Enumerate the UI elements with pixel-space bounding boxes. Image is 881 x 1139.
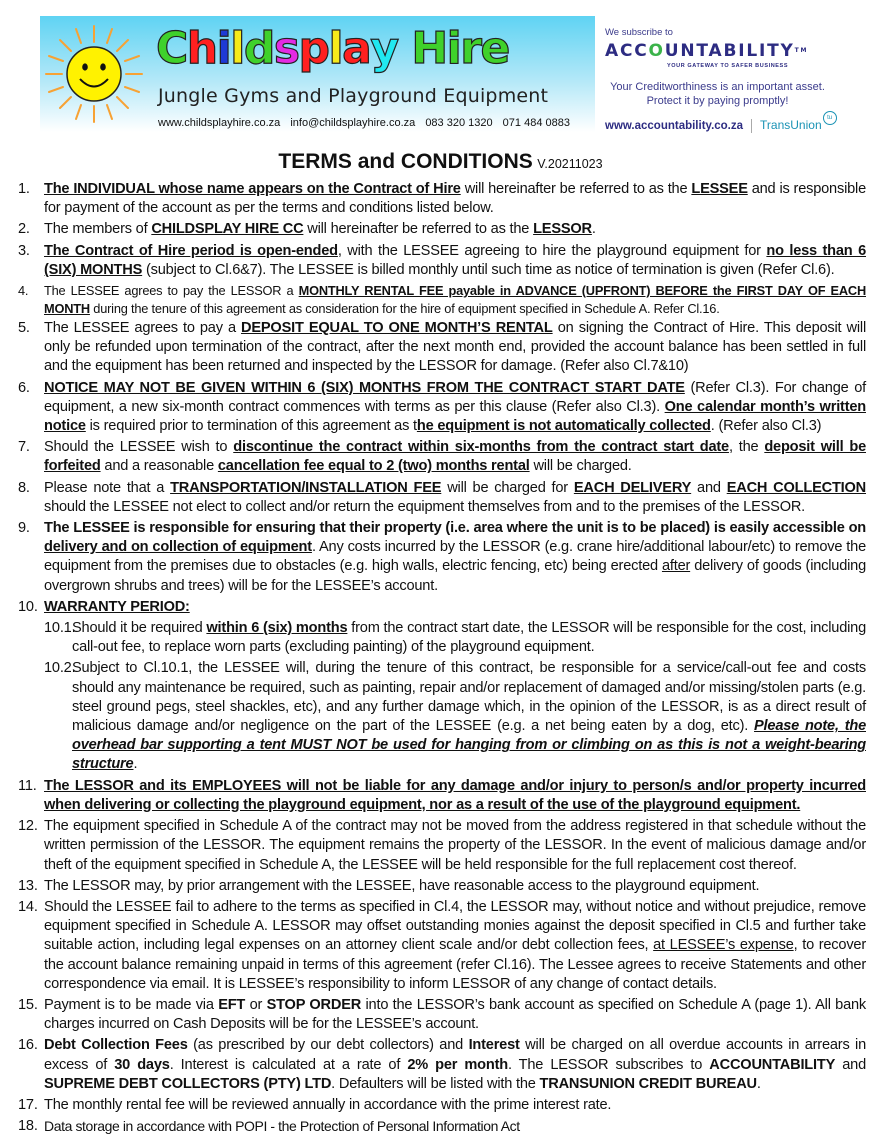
clause-number: 17. [18,1096,38,1113]
clause-text: Please note, the overhead bar supporting a tent MUST NOT be used for hanging from or climbing on as this is not a weight-bearing structure [72,718,866,773]
clause-text: will be charged. [529,458,632,475]
clause-text: will hereinafter be referred to as the [303,221,534,238]
clause-text: during the tenure of this agreement as consideration for the hire of equipment specified in Schedule A. Refer Cl.16. [89,300,720,316]
clause-5 [18,319,866,377]
clause-text: EFT [218,996,246,1013]
clause-10-1 [18,619,866,657]
brand-letter: y [370,23,398,74]
contact-line [158,116,577,130]
clause-text: EACH DELIVERY [573,479,692,496]
accountability-footer [605,117,875,134]
clause-text: EACH COLLECTION [726,479,867,496]
clause-text: delivery of goods (including overgrown shrubs and trees) will be for the LESSEE’s account. [44,558,867,594]
clause-text: The Contract of Hire period is open-ended [44,242,338,259]
clause-number: 10.2. [44,660,76,677]
brand-letter: s [273,23,299,74]
clause-list [18,180,866,1139]
clause-text: no less than 6 (SIX) MONTHS [44,242,866,278]
clause-number: 6. [18,379,30,396]
clause-number: 15. [18,996,38,1013]
clause-text: The members of [44,221,152,238]
clause-text: . Interest is calculated at a rate of [169,1056,408,1073]
brand-letter: h [186,23,217,74]
phone-number-2: 071 484 0883 [502,117,570,129]
logo-part: ACC [605,41,649,61]
clause-text: cancellation fee equal to 2 (two) months rental [217,458,530,475]
brand-tagline: Jungle Gyms and Playground Equipment [158,85,549,107]
brand-letter: l [230,23,244,74]
clause-text: . The LESSOR subscribes to [507,1056,710,1073]
clause-text: and is responsible for payment of the account as per the terms and conditions listed below. [44,181,866,217]
brand-letter: l [328,23,343,74]
clause-text: The INDIVIDUAL whose name appears on the Contract of Hire [44,181,461,197]
clause-text: (subject to Cl.6&7). The LESSEE is billed monthly until such time as notice of termination is given (Refer Cl.6). [142,261,835,278]
clause-number: 18. [18,1118,38,1135]
clause-text: The LESSOR may, by prior arrangement with the LESSEE, have reasonable access to the playground equipment. [44,877,760,894]
clause-text: TRANSPORTATION/INSTALLATION FEE [170,479,442,496]
divider [751,119,752,133]
clause-number: 1. [18,181,30,197]
clause-text: and [691,479,727,496]
brand-letter: i [216,23,231,74]
clause-number: 9. [18,520,30,537]
clause-text: The LESSEE is responsible for ensuring that their property (i.e. area where the unit is to be placed) is easily accessible on [44,520,866,537]
clause-11 [18,777,866,815]
logo-part: UNTABILITY [664,41,795,61]
clause-text: NOTICE MAY NOT BE GIVEN WITHIN 6 (SIX) MONTHS FROM THE CONTRACT START DATE [44,379,685,396]
clause-text: at LESSEE’s expense [653,937,794,954]
clause-9 [18,519,866,596]
clause-text: . Any costs incurred by the LESSOR (e.g. crane hire/additional labour/etc) to remove the equipment from the premises due to obstacles (e.g. high walls, electric fencing, etc) being erected [44,539,866,575]
clause-number: 7. [18,439,30,456]
clause-text: and [835,1056,867,1073]
clause-text: 2% per month [407,1056,508,1073]
clause-text: discontinue the contract within six-months from the contract start date [233,439,729,456]
creditworthiness-note [605,80,830,108]
brand-letter: p [298,23,329,74]
smiling-sun-icon [44,24,144,124]
clause-text: . [133,756,138,773]
clause-text: into the LESSOR’s bank account as specified on Schedule A (page 1). All bank charges incurred on Cash Deposits will be for the LESSEE’s account. [44,996,866,1033]
clause-text: 30 days [114,1056,170,1073]
clause-text: deposit will be forfeited [44,439,866,475]
clause-text: LESSOR [533,221,592,238]
clause-text: Should the LESSEE wish to [44,439,234,456]
brand-letter: C [156,23,187,74]
clause-text: Please note that a [44,479,171,496]
clause-text: TRANSUNION CREDIT BUREAU [539,1075,757,1092]
clause-text: LESSEE [691,181,748,197]
clause-text: he equipment is not automatically collected [416,418,711,435]
clause-number: 16. [18,1037,38,1054]
clause-number: 10. [18,598,38,615]
page-title [0,148,881,178]
brand-logo-text [156,18,590,80]
title-main: TERMS and CONDITIONS [278,150,533,173]
clause-text: One calendar month’s written notice [44,398,866,435]
clause-17 [18,1096,866,1115]
clause-text: will be charged for [441,479,574,496]
clause-number: 2. [18,221,30,238]
title-version: V.20211023 [537,157,603,171]
clause-text: The equipment specified in Schedule A of the contract may not be moved from the address registered in that schedule without the written permission of the LESSOR. The equipment remains the property of the LESSOR. In the event of malicious damage and/or theft of the equipment specified in Schedule A, the LESSEE will be held responsible for the full replacement cost thereof. [44,818,866,873]
clause-text: , to recover the account balance remaining unpaid in terms of this agreement (refer Cl.16). The Lessee agrees to receive Statements and other correspondence via email. It is LESSEE’s responsibility to inform LESSOR of any change of contact details. [44,937,866,992]
clause-text: STOP ORDER [266,996,362,1013]
phone-number-1: 083 320 1320 [425,117,493,129]
brand-letter: a [342,23,371,74]
clause-text: Should the LESSEE fail to adhere to the terms as specified in Cl.4, the LESSOR may, without notice and without prejudice, remove equipment specified in Schedule A. LESSOR may offset outstanding monies against the deposit specified in Cl.5 and further take suitable action, including legal expenses on an attorney client scale and/or debt collection fees, [44,898,866,954]
brand-letter [398,18,412,80]
clause-text: delivery and on collection of equipment [44,539,312,556]
clause-number: 11. [18,777,37,794]
clause-16 [18,1036,866,1094]
clause-text: and a reasonable [100,458,218,475]
website-link[interactable]: www.childsplayhire.co.za [158,117,281,129]
clause-number: 10.1. [44,620,76,637]
clause-text: Payment is to be made via [44,996,219,1013]
accountability-url[interactable]: www.accountability.co.za [605,120,744,132]
clause-10-2 [18,659,866,774]
clause-7 [18,438,866,476]
clause-number: 13. [18,877,38,894]
subscribe-label: We subscribe to [605,27,673,38]
clause-14 [18,898,866,994]
trademark-mark: TM [794,47,809,54]
accountability-logo [605,40,875,62]
clause-text: is required prior to termination of this agreement as t [85,418,417,435]
clause-number: 12. [18,818,38,835]
clause-text: should the LESSEE not elect to collect and/or return the equipment themselves from and to the premises of the LESSOR. [44,498,806,515]
clause-text: from the contract start date, the LESSOR will be responsible for the cost, including call-out fee, to replace worn parts (excluding painting) of the playground equipment. [72,620,866,656]
clause-text: , with the LESSEE agreeing to hire the playground equipment for [337,242,767,259]
clause-3 [18,242,866,280]
clause-text: Subject to Cl.10.1, the LESSEE will, during the tenure of this contract, be responsible for a service/call-out fee and costs should any maintenance be required, such as painting, repair and/or replacement of damaged and/or missing/stolen parts (e.g. steel ground pegs, steel shackles, etc), and any further damage which, in the opinion of the LESSOR, is as a direct result of malicious damage and/or negligence on the part of the LESSEE (e.g. a net being eaten by a dog, etc). [72,660,866,735]
clause-text: . (Refer also Cl.3) [710,418,822,435]
clause-number: 14. [18,898,38,915]
brand-letter: r [460,23,481,74]
clause-text: Data storage in accordance with POPI - the Protection of Personal Information Act [44,1118,520,1135]
clause-1 [18,180,866,218]
clause-12 [18,817,866,875]
clause-text: after [661,558,691,575]
brand-letter: H [411,23,447,74]
childsplay-hire-banner [40,16,595,138]
brand-letter: d [243,23,274,74]
clause-text: will be charged on all overdue accounts in arrears in excess of [44,1037,866,1073]
brand-letter: e [480,23,509,74]
credit-line-2: Protect it by paying promptly! [646,95,789,107]
clause-text: within 6 (six) months [206,620,348,637]
logo-recycle-o-icon: O [648,41,665,61]
brand-letter: i [446,23,461,74]
transunion-logo: TransUnion [760,118,822,132]
clause-text: Debt Collection Fees [44,1037,188,1054]
clause-number: 8. [18,479,30,496]
clause-8 [18,479,866,517]
clause-text: The LESSOR and its EMPLOYEES will not be liable for any damage and/or injury to person/s and/or property incurred when delivering or collecting the playground equipment, nor as a result of the use of the playground equipment. [44,777,866,813]
clause-text: . [756,1075,761,1092]
clause-text: on signing the Contract of Hire. This deposit will only be refunded upon termination of the contract, after the next month end, provided the account balance has been settled in full and the equipment has been returned and inspected by the LESSOR for damage. (Refer also Cl.7&10) [44,320,866,375]
clause-text: The LESSEE agrees to pay a [44,320,242,337]
clause-6 [18,379,866,437]
clause-15 [18,996,866,1034]
clause-text: (Refer Cl.3). For change of equipment, a new six-month contract commences with terms as per this clause (Refer also Cl.3). [44,379,866,415]
clause-text: The LESSEE agrees to pay the LESSOR a [44,283,299,299]
clause-text: . Defaulters will be listed with the [331,1075,540,1092]
clause-number: 4. [18,283,29,299]
clause-18 [18,1117,866,1137]
clause-text: CHILDSPLAY HIRE CC [151,221,304,238]
clause-text: The monthly rental fee will be reviewed annually in accordance with the prime interest rate. [44,1096,612,1113]
clause-text: will hereinafter be referred to as the [460,181,692,197]
transunion-mark-icon: tu [823,111,837,125]
accountability-badge [605,27,875,134]
clause-10 [18,598,866,617]
clause-number: 3. [18,242,30,259]
clause-number: 5. [18,320,30,337]
clause-text: ACCOUNTABILITY [709,1056,836,1073]
clause-text: (as prescribed by our debt collectors) and [187,1037,469,1054]
credit-line-1: Your Creditworthiness is an important asset. [610,81,825,93]
clause-text: or [245,996,267,1013]
clause-text: SUPREME DEBT COLLECTORS (PTY) LTD [44,1075,332,1092]
clause-text: , the [728,439,765,456]
clause-4 [18,282,866,317]
clause-2 [18,220,866,239]
email-link[interactable]: info@childsplayhire.co.za [290,117,416,129]
clause-heading: WARRANTY PERIOD: [44,598,190,615]
clause-text: Should it be required [72,620,207,637]
clause-text: Interest [468,1037,520,1054]
clause-text: MONTHLY RENTAL FEE payable in ADVANCE (UPFRONT) BEFORE the FIRST DAY OF EACH MONTH [44,283,866,316]
clause-text: . [591,221,596,238]
clause-13 [18,877,866,896]
clause-text: DEPOSIT EQUAL TO ONE MONTH’S RENTAL [241,320,553,337]
accountability-tagline: YOUR GATEWAY TO SAFER BUSINESS [667,63,789,69]
